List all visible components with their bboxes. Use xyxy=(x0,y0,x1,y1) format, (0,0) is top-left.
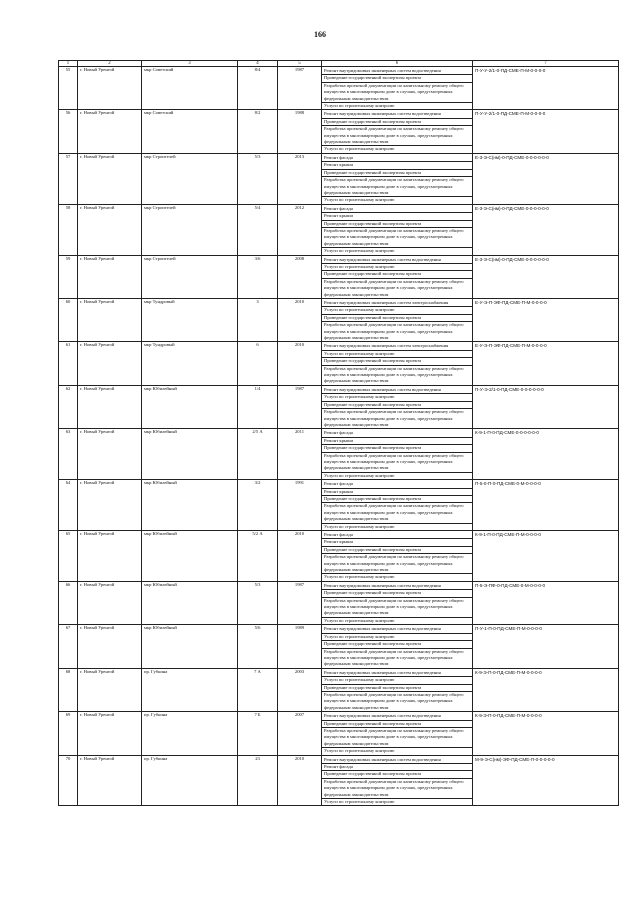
record-street: мкр Юбилейный xyxy=(142,429,238,480)
work-item: Услуги по строительному контролю xyxy=(322,197,473,204)
record-number: 59 xyxy=(59,255,78,298)
work-item: Ремонт фасада xyxy=(322,480,473,488)
col-header-5: 5 xyxy=(278,61,322,67)
work-item: Услуги по строительному контролю xyxy=(322,350,473,357)
record-city: г. Новый Уренгой xyxy=(78,299,142,342)
record-street: мкр Тундровый xyxy=(142,299,238,342)
record-year: 2013 xyxy=(278,153,322,204)
work-item: Проведение государственной экспертизы проекта xyxy=(322,546,473,553)
work-item: Ремонт фасада xyxy=(322,153,473,161)
work-item: Проведение государственной экспертизы проекта xyxy=(322,169,473,176)
record-number: 68 xyxy=(59,668,78,711)
record-number: 66 xyxy=(59,581,78,624)
record-code: П-У-1-П-0-ПД-СМЕ-П-М-0-0-0-0 xyxy=(473,625,619,668)
work-item: Услуги по строительному контролю xyxy=(322,146,473,153)
work-item: Проведение государственной экспертизы проекта xyxy=(322,118,473,125)
work-item: Разработка проектной документации по капитальному ремонту общего имущества в многоквартирном доме в случаях, предусмотренных федеральным законодательством xyxy=(322,278,473,298)
record-street: мкр Советский xyxy=(142,67,238,110)
record-city: г. Новый Уренгой xyxy=(78,67,142,110)
work-item: Услуги по строительному контролю xyxy=(322,472,473,479)
table-row xyxy=(59,299,619,307)
record-number: 55 xyxy=(59,67,78,110)
record-house: 5/4 xyxy=(238,204,278,255)
capital-repair-table xyxy=(58,60,619,806)
record-city: г. Новый Уренгой xyxy=(78,153,142,204)
work-item: Ремонт внутридомовых инженерных систем водоотведения xyxy=(322,255,473,263)
work-item: Ремонт крыши xyxy=(322,213,473,220)
record-year: 2010 xyxy=(278,342,322,385)
page-number: 166 xyxy=(314,30,326,39)
record-year: 1989 xyxy=(278,625,322,668)
table-row xyxy=(59,480,619,488)
record-code: К-9-Э-П-0-ПД-СМЕ-П-М-0-0-0-0 xyxy=(473,668,619,711)
record-year: 2003 xyxy=(278,668,322,711)
work-item: Услуги по строительному контролю xyxy=(322,617,473,624)
record-code: П-5-0-П-0-ПД-СМЕ-0-М-0-0-0-0 xyxy=(473,480,619,531)
work-item: Ремонт внутридомовых инженерных систем водоотведения xyxy=(322,668,473,676)
record-number: 70 xyxy=(59,755,78,806)
table-body xyxy=(59,61,619,806)
record-year: 2010 xyxy=(278,755,322,806)
work-item: Ремонт внутридомовых инженерных систем водоотведения xyxy=(322,110,473,118)
work-item: Ремонт внутридомовых инженерных систем водоотведения xyxy=(322,625,473,633)
record-street: пр. Губкина xyxy=(142,712,238,755)
table-row xyxy=(59,255,619,263)
table-row xyxy=(59,755,619,763)
table-row xyxy=(59,385,619,393)
col-header-4: 4 xyxy=(238,61,278,67)
col-header-6: 6 xyxy=(322,61,473,67)
record-house: 6 xyxy=(238,342,278,385)
record-city: г. Новый Уренгой xyxy=(78,342,142,385)
table-row xyxy=(59,581,619,589)
record-number: 67 xyxy=(59,625,78,668)
record-house: 2/5 А xyxy=(238,429,278,480)
record-number: 65 xyxy=(59,531,78,582)
table-row xyxy=(59,342,619,350)
work-item: Услуги по строительному контролю xyxy=(322,633,473,640)
record-house: 5/6 xyxy=(238,625,278,668)
col-header-2: 2 xyxy=(78,61,142,67)
record-street: мкр Строителей xyxy=(142,255,238,298)
work-item: Разработка проектной документации по капитальному ремонту общего имущества в многоквартирном доме в случаях, предусмотренных федеральным законодательством xyxy=(322,227,473,247)
record-city: г. Новый Уренгой xyxy=(78,668,142,711)
work-item: Разработка проектной документации по капитальному ремонту общего имущества в многоквартирном доме в случаях, предусмотренных федеральным законодательством xyxy=(322,648,473,668)
record-street: мкр Строителей xyxy=(142,153,238,204)
work-item: Услуги по строительному контролю xyxy=(322,103,473,110)
record-city: г. Новый Уренгой xyxy=(78,429,142,480)
record-number: 58 xyxy=(59,204,78,255)
record-street: мкр Строителей xyxy=(142,204,238,255)
record-house: 8/4 xyxy=(238,67,278,110)
record-code: М-9-Э-С(нм)-ЭФ-ПД-СМЕ-П-0-0-0-0-0 xyxy=(473,755,619,806)
work-item: Разработка проектной документации по капитальному ремонту общего имущества в многоквартирном доме в случаях, предусмотренных федеральным законодательством xyxy=(322,177,473,197)
work-item: Услуги по строительному контролю xyxy=(322,394,473,401)
work-item: Ремонт внутридомовых инженерных систем водоотведения xyxy=(322,385,473,393)
work-item: Ремонт внутридомовых инженерных систем водоотведения xyxy=(322,67,473,75)
record-street: мкр Юбилейный xyxy=(142,625,238,668)
record-code: К-9-Э-П-0-ПД-СМЕ-П-М-0-0-0-0 xyxy=(473,712,619,755)
work-item: Услуги по строительному контролю xyxy=(322,799,473,806)
record-year: 2007 xyxy=(278,712,322,755)
work-item: Ремонт крыши xyxy=(322,488,473,495)
record-code: П-У-Э-2/1-0-ПД-СМЕ-0-0-0-0-0-0 xyxy=(473,385,619,428)
work-item: Разработка проектной документации по капитальному ремонту общего имущества в многоквартирном доме в случаях, предусмотренных федеральным законодательством xyxy=(322,322,473,342)
work-item: Услуги по строительному контролю xyxy=(322,307,473,314)
table-row xyxy=(59,110,619,118)
work-item: Проведение государственной экспертизы проекта xyxy=(322,684,473,691)
work-item: Ремонт внутридомовых инженерных систем водоотведения xyxy=(322,581,473,589)
record-year: 2008 xyxy=(278,255,322,298)
record-year: 2010 xyxy=(278,299,322,342)
work-item: Проведение государственной экспертизы проекта xyxy=(322,271,473,278)
record-year: 2010 xyxy=(278,531,322,582)
record-house: 7 А xyxy=(238,668,278,711)
record-house: 1/4 xyxy=(238,385,278,428)
work-item: Разработка проектной документации по капитальному ремонту общего имущества в многоквартирном доме в случаях, предусмотренных федеральным законодательством xyxy=(322,691,473,711)
record-city: г. Новый Уренгой xyxy=(78,712,142,755)
record-number: 61 xyxy=(59,342,78,385)
record-number: 62 xyxy=(59,385,78,428)
record-house: 23 xyxy=(238,755,278,806)
table-row xyxy=(59,429,619,437)
record-house: 3/2 xyxy=(238,480,278,531)
record-street: мкр Тундровый xyxy=(142,342,238,385)
record-street: пр. Губкина xyxy=(142,755,238,806)
work-item: Проведение государственной экспертизы проекта xyxy=(322,641,473,648)
work-item: Проведение государственной экспертизы проекта xyxy=(322,445,473,452)
work-item: Проведение государственной экспертизы проекта xyxy=(322,220,473,227)
work-item: Ремонт внутридомовых инженерных систем электроснабжения xyxy=(322,299,473,307)
work-item: Услуги по строительному контролю xyxy=(322,748,473,755)
work-item: Услуги по строительному контролю xyxy=(322,248,473,255)
record-house: 3 xyxy=(238,299,278,342)
table-row xyxy=(59,204,619,212)
record-street: пр. Губкина xyxy=(142,668,238,711)
work-item: Ремонт внутридомовых инженерных систем водоотведения xyxy=(322,755,473,763)
work-item: Ремонт внутридомовых инженерных систем электроснабжения xyxy=(322,342,473,350)
table-row xyxy=(59,153,619,161)
work-item: Разработка проектной документации по капитальному ремонту общего имущества в многоквартирном доме в случаях, предусмотренных федеральным законодательством xyxy=(322,727,473,747)
work-item: Проведение государственной экспертизы проекта xyxy=(322,314,473,321)
record-code: П-У-У-2/1-0-ПД-СМЕ-П-М-0-0-0-0 xyxy=(473,110,619,153)
work-item: Проведение государственной экспертизы проекта xyxy=(322,771,473,778)
record-year: 1988 xyxy=(278,110,322,153)
record-year: 1987 xyxy=(278,581,322,624)
work-item: Разработка проектной документации по капитальному ремонту общего имущества в многоквартирном доме в случаях, предусмотренных федеральным законодательством xyxy=(322,503,473,523)
record-number: 60 xyxy=(59,299,78,342)
work-item: Ремонт крыши xyxy=(322,539,473,546)
work-item: Услуги по строительному контролю xyxy=(322,677,473,684)
record-city: г. Новый Уренгой xyxy=(78,531,142,582)
table-row xyxy=(59,531,619,539)
work-item: Разработка проектной документации по капитальному ремонту общего имущества в многоквартирном доме в случаях, предусмотренных федеральным законодательством xyxy=(322,126,473,146)
record-street: мкр Юбилейный xyxy=(142,531,238,582)
work-item: Услуги по строительному контролю xyxy=(322,574,473,581)
table-row xyxy=(59,625,619,633)
record-house: 5/2 А xyxy=(238,531,278,582)
work-item: Разработка проектной документации по капитальному ремонту общего имущества в многоквартирном доме в случаях, предусмотренных федеральным законодательством xyxy=(322,554,473,574)
work-item: Проведение государственной экспертизы проекта xyxy=(322,75,473,82)
work-item: Разработка проектной документации по капитальному ремонту общего имущества в многоквартирном доме в случаях, предусмотренных федеральным законодательством xyxy=(322,409,473,429)
record-street: мкр Юбилейный xyxy=(142,480,238,531)
work-item: Ремонт фасада xyxy=(322,429,473,437)
table-row xyxy=(59,712,619,720)
record-number: 63 xyxy=(59,429,78,480)
record-city: г. Новый Уренгой xyxy=(78,581,142,624)
record-street: мкр Советский xyxy=(142,110,238,153)
work-item: Проведение государственной экспертизы проекта xyxy=(322,401,473,408)
record-code: К-9-1-П-0-ПД-СМЕ-П-М-0-0-0-0 xyxy=(473,531,619,582)
record-code: Е-3-Э-С(нм)-0-ПД-СМЕ-0-0-0-0-0-0 xyxy=(473,153,619,204)
work-item: Ремонт крыши xyxy=(322,437,473,444)
work-item: Разработка проектной документации по капитальному ремонту общего имущества в многоквартирном доме в случаях, предусмотренных федеральным законодательством xyxy=(322,597,473,617)
record-code: Е-3-Э-С(нм)-0-ПД-СМЕ-0-0-0-0-0-0 xyxy=(473,255,619,298)
record-year: 1987 xyxy=(278,385,322,428)
work-item: Ремонт внутридомовых инженерных систем водоотведения xyxy=(322,712,473,720)
work-item: Разработка проектной документации по капитальному ремонту общего имущества в многоквартирном доме в случаях, предусмотренных федеральным законодательством xyxy=(322,778,473,798)
work-item: Проведение государственной экспертизы проекта xyxy=(322,495,473,502)
record-house: 8/2 xyxy=(238,110,278,153)
work-item: Проведение государственной экспертизы проекта xyxy=(322,358,473,365)
record-code: П-5-Э-ПФ-0-ПД-СМЕ-0-М-0-0-0-0 xyxy=(473,581,619,624)
col-header-7: 7 xyxy=(473,61,619,67)
record-house: 5/3 xyxy=(238,153,278,204)
record-code: К-9-1-П-0-ПД-СМЕ-0-0-0-0-0-0 xyxy=(473,429,619,480)
work-item: Разработка проектной документации по капитальному ремонту общего имущества в многоквартирном доме в случаях, предусмотренных федеральным законодательством xyxy=(322,82,473,102)
record-year: 2012 xyxy=(278,204,322,255)
record-number: 57 xyxy=(59,153,78,204)
work-item: Ремонт крыши xyxy=(322,162,473,169)
record-street: мкр Юбилейный xyxy=(142,581,238,624)
record-number: 56 xyxy=(59,110,78,153)
work-item: Ремонт фасада xyxy=(322,531,473,539)
record-street: мкр Юбилейный xyxy=(142,385,238,428)
work-item: Разработка проектной документации по капитальному ремонту общего имущества в многоквартирном доме в случаях, предусмотренных федеральным законодательством xyxy=(322,365,473,385)
record-number: 69 xyxy=(59,712,78,755)
record-code: Е-У-Э-П-ЭФ-ПД-СМЕ-П-М-0-0-0-0 xyxy=(473,342,619,385)
table-row xyxy=(59,668,619,676)
record-code: П-У-У-2/1-0-ПД-СМЕ-П-М-0-0-0-0 xyxy=(473,67,619,110)
table-row xyxy=(59,67,619,75)
record-house: 7 Б xyxy=(238,712,278,755)
record-year: 1987 xyxy=(278,67,322,110)
record-house: 3/6 xyxy=(238,255,278,298)
work-item: Услуги по строительному контролю xyxy=(322,263,473,270)
record-house: 5/3 xyxy=(238,581,278,624)
record-city: г. Новый Уренгой xyxy=(78,255,142,298)
work-item: Разработка проектной документации по капитальному ремонту общего имущества в многоквартирном доме в случаях, предусмотренных федеральным законодательством xyxy=(322,452,473,472)
work-item: Проведение государственной экспертизы проекта xyxy=(322,590,473,597)
work-item: Услуги по строительному контролю xyxy=(322,523,473,530)
work-item: Ремонт фасада xyxy=(322,204,473,212)
record-year: 1991 xyxy=(278,480,322,531)
record-city: г. Новый Уренгой xyxy=(78,755,142,806)
record-code: Е-3-Э-С(нм)-0-ПД-СМЕ-0-0-0-0-0-0 xyxy=(473,204,619,255)
work-item: Проведение государственной экспертизы проекта xyxy=(322,720,473,727)
record-city: г. Новый Уренгой xyxy=(78,110,142,153)
col-header-1: 1 xyxy=(59,61,78,67)
col-header-3: 3 xyxy=(142,61,238,67)
record-city: г. Новый Уренгой xyxy=(78,480,142,531)
record-year: 2011 xyxy=(278,429,322,480)
work-item: Ремонт фасада xyxy=(322,764,473,771)
record-number: 64 xyxy=(59,480,78,531)
record-city: г. Новый Уренгой xyxy=(78,204,142,255)
record-city: г. Новый Уренгой xyxy=(78,625,142,668)
record-code: Е-У-Э-П-ЭФ-ПД-СМЕ-П-М-0-0-0-0 xyxy=(473,299,619,342)
record-city: г. Новый Уренгой xyxy=(78,385,142,428)
